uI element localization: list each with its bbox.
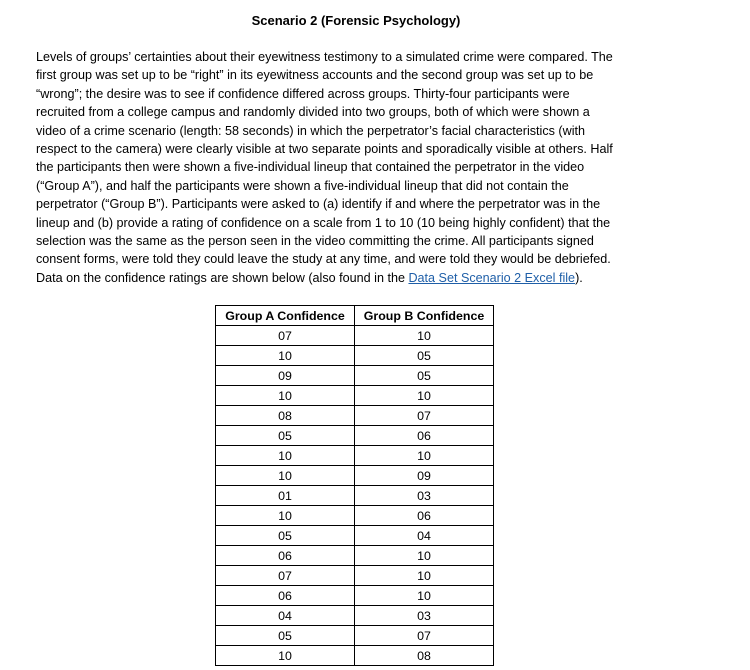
group-b-cell: 03 <box>355 486 494 506</box>
group-a-cell: 06 <box>216 586 355 606</box>
group-b-cell: 10 <box>355 326 494 346</box>
group-b-cell: 07 <box>355 406 494 426</box>
group-b-cell: 05 <box>355 366 494 386</box>
group-a-cell: 09 <box>216 366 355 386</box>
table-row <box>216 326 494 346</box>
paragraph-line: lineup and (b) provide a rating of confidence on a scale from 1 to 10 (10 being highly confident) that the <box>36 215 611 230</box>
group-b-cell: 03 <box>355 606 494 626</box>
group-a-cell: 10 <box>216 386 355 406</box>
group-b-header: Group B Confidence <box>355 306 494 326</box>
group-a-cell: 07 <box>216 326 355 346</box>
group-b-cell: 10 <box>355 546 494 566</box>
page-title: Scenario 2 (Forensic Psychology) <box>251 13 461 28</box>
table-row <box>216 406 494 426</box>
group-a-cell: 05 <box>216 626 355 646</box>
table-row <box>216 546 494 566</box>
group-a-cell: 04 <box>216 606 355 626</box>
paragraph-last-line <box>36 269 688 287</box>
group-a-cell: 08 <box>216 406 355 426</box>
paragraph-line: selection was the same as the person seen in the video committing the crime. All participants signed <box>36 234 594 249</box>
group-a-cell: 01 <box>216 486 355 506</box>
table-header-row <box>216 306 494 326</box>
group-b-cell: 07 <box>355 626 494 646</box>
confidence-table <box>215 305 494 666</box>
paragraph-line: first group was set up to be “right” in its eyewitness accounts and the second group was set up to be <box>36 68 594 83</box>
group-a-header: Group A Confidence <box>216 306 355 326</box>
group-b-cell: 04 <box>355 526 494 546</box>
group-a-cell: 05 <box>216 526 355 546</box>
group-b-cell: 06 <box>355 506 494 526</box>
scenario-description <box>36 48 688 287</box>
table-row <box>216 626 494 646</box>
table-row <box>216 366 494 386</box>
group-b-cell: 09 <box>355 466 494 486</box>
group-b-cell: 10 <box>355 586 494 606</box>
data-set-link[interactable]: Data Set Scenario 2 Excel file <box>408 270 576 285</box>
table-row <box>216 446 494 466</box>
table-row <box>216 606 494 626</box>
paragraph-line: video of a crime scenario (length: 58 seconds) in which the perpetrator’s facial characteristics (with <box>36 123 586 138</box>
group-a-cell: 10 <box>216 646 355 666</box>
group-b-cell: 06 <box>355 426 494 446</box>
paragraph-line: “wrong”; the desire was to see if confidence differed across groups. Thirty-four participants were <box>36 86 570 101</box>
paragraph-line: the participants then were shown a five-individual lineup that contained the perpetrator in the video <box>36 160 585 175</box>
group-a-cell: 10 <box>216 446 355 466</box>
table-row <box>216 426 494 446</box>
group-a-cell: 10 <box>216 346 355 366</box>
table-row <box>216 586 494 606</box>
paragraph-line: consent forms, were told they could leave the study at any time, and were told they would be debriefed. <box>36 252 611 267</box>
paragraph-line: (“Group A”), and half the participants were shown a five-individual lineup that did not contain the <box>36 178 569 193</box>
last-line-suffix: ). <box>575 270 583 285</box>
last-line-prefix: Data on the confidence ratings are shown below (also found in the <box>36 270 409 285</box>
group-b-cell: 10 <box>355 386 494 406</box>
table-row <box>216 386 494 406</box>
group-a-cell: 10 <box>216 466 355 486</box>
group-b-cell: 08 <box>355 646 494 666</box>
group-b-cell: 10 <box>355 446 494 466</box>
group-a-cell: 05 <box>216 426 355 446</box>
group-a-cell: 10 <box>216 506 355 526</box>
paragraph-line: respect to the camera) were clearly visible at two separate points and sporadically visible at others. Half <box>36 142 613 157</box>
group-b-cell: 05 <box>355 346 494 366</box>
paragraph-line: recruited from a college campus and randomly divided into two groups, both of which were shown a <box>36 105 590 120</box>
paragraph-line: perpetrator (“Group B”). Participants were asked to (a) identify if and where the perpetrator was in the <box>36 197 601 212</box>
table-row <box>216 466 494 486</box>
group-a-cell: 07 <box>216 566 355 586</box>
paragraph-line: Levels of groups’ certainties about their eyewitness testimony to a simulated crime were compared. The <box>36 50 613 64</box>
table-row <box>216 506 494 526</box>
table-row <box>216 346 494 366</box>
table-row <box>216 566 494 586</box>
table-row <box>216 486 494 506</box>
group-a-cell: 06 <box>216 546 355 566</box>
table-row <box>216 646 494 666</box>
group-b-cell: 10 <box>355 566 494 586</box>
table-row <box>216 526 494 546</box>
